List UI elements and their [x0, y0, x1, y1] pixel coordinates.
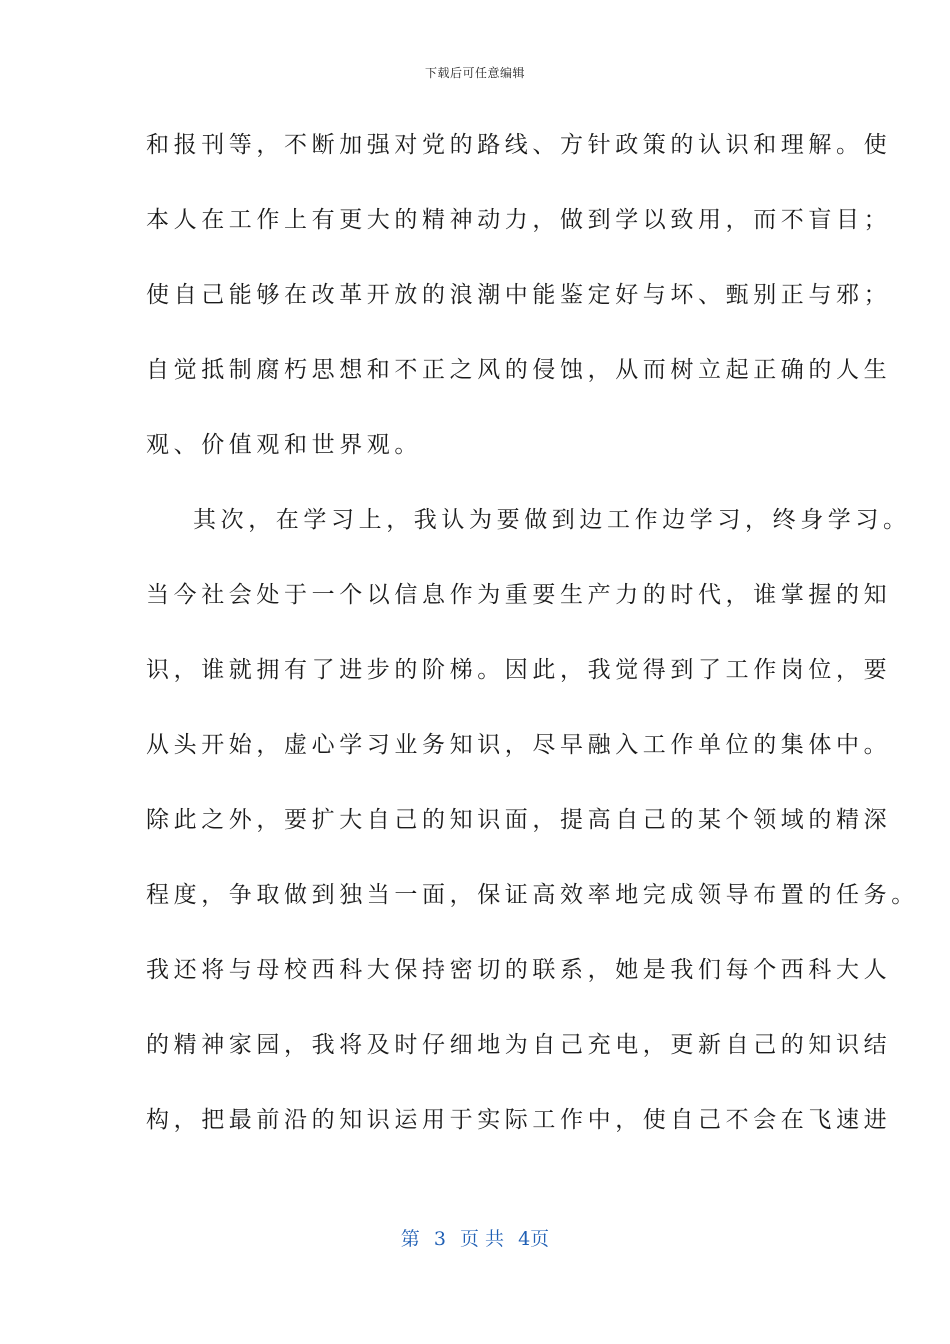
footer-middle: 页 共 [460, 1228, 505, 1250]
footer-current-page: 3 [433, 1228, 446, 1250]
text-line: 构，把最前沿的知识运用于实际工作中，使自己不会在飞速进 [146, 1107, 892, 1133]
footer-prefix: 第 [400, 1228, 420, 1250]
text-line: 使自己能够在改革开放的浪潮中能鉴定好与坏、甄别正与邪； [146, 282, 892, 308]
text-line: 识，谁就拥有了进步的阶梯。因此，我觉得到了工作岗位，要 [146, 657, 892, 683]
text-line: 本人在工作上有更大的精神动力，做到学以致用，而不盲目； [146, 207, 892, 233]
text-line: 程度，争取做到独当一面，保证高效率地完成领导布置的任务。 [146, 882, 919, 908]
text-line: 我还将与母校西科大保持密切的联系，她是我们每个西科大人 [146, 957, 892, 983]
document-body [146, 122, 919, 1172]
text-line-paragraph-start: 其次，在学习上，我认为要做到边工作边学习，终身学习。 [193, 507, 911, 533]
page-header: 下载后可任意编辑 [424, 66, 525, 80]
text-line: 当今社会处于一个以信息作为重要生产力的时代，谁掌握的知 [146, 582, 892, 608]
text-line: 除此之外，要扩大自己的知识面，提高自己的某个领域的精深 [146, 807, 892, 833]
footer-total: 4页 [518, 1228, 550, 1250]
text-line: 从头开始，虚心学习业务知识，尽早融入工作单位的集体中。 [146, 732, 892, 758]
text-line: 观、价值观和世界观。 [146, 432, 422, 458]
text-line: 和报刊等，不断加强对党的路线、方针政策的认识和理解。使 [146, 132, 892, 158]
text-line: 的精神家园，我将及时仔细地为自己充电，更新自己的知识结 [146, 1032, 892, 1058]
text-line: 自觉抵制腐朽思想和不正之风的侵蚀，从而树立起正确的人生 [146, 357, 892, 383]
page-footer [0, 1224, 950, 1251]
